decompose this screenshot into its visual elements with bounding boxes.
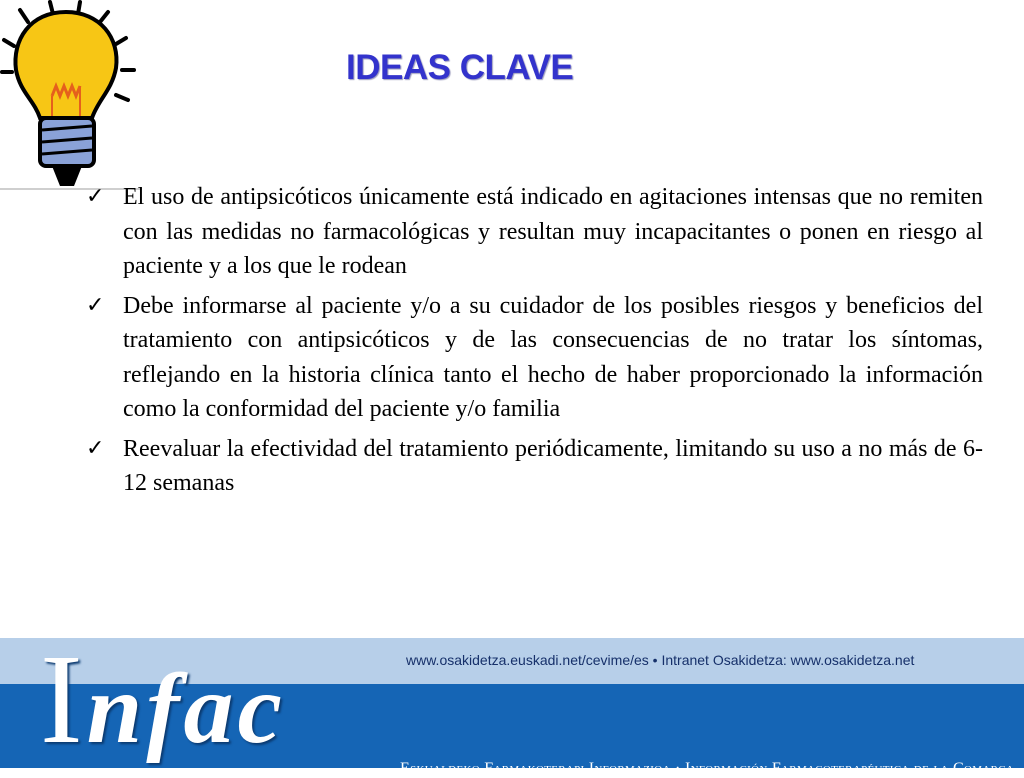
logo-initial: I bbox=[40, 628, 87, 770]
check-mark-icon: ✓ bbox=[86, 435, 105, 461]
check-mark-icon: ✓ bbox=[86, 292, 105, 318]
footer-banner bbox=[0, 628, 1024, 777]
key-points-list bbox=[86, 180, 983, 506]
footer-links[interactable]: www.osakidetza.euskadi.net/cevime/es • Intranet Osakidetza: www.osakidetza.net bbox=[406, 652, 915, 668]
slide-title: IDEAS CLAVE bbox=[346, 48, 574, 87]
logo-rest: nfac bbox=[86, 653, 286, 764]
infac-logo bbox=[40, 628, 286, 770]
list-item bbox=[86, 432, 983, 501]
list-item bbox=[86, 289, 983, 427]
bullet-text: Debe informarse al paciente y/o a su cuidador de los posibles riesgos y beneficios del tratamiento con antipsicóticos y de las consecuencias de no tratar los síntomas, reflejando en la historia clínica tanto el hecho de haber proporcionado la información como la conformidad del paciente y/o familia bbox=[123, 292, 983, 422]
lightbulb-icon bbox=[0, 0, 142, 192]
footer-tagline: Eskualdeko Farmakoterapi Informazioa · Información Farmacoterapéutica de la Comarca bbox=[400, 760, 1015, 777]
list-item bbox=[86, 180, 983, 284]
bullet-text: El uso de antipsicóticos únicamente está indicado en agitaciones intensas que no remiten con las medidas no farmacológicas y resultan muy incapacitantes o ponen en riesgo al paciente y a los que le rodean bbox=[123, 184, 983, 279]
check-mark-icon: ✓ bbox=[86, 184, 105, 209]
bullet-text: Reevaluar la efectividad del tratamiento periódicamente, limitando su uso a no más de 6-12 semanas bbox=[123, 435, 983, 496]
